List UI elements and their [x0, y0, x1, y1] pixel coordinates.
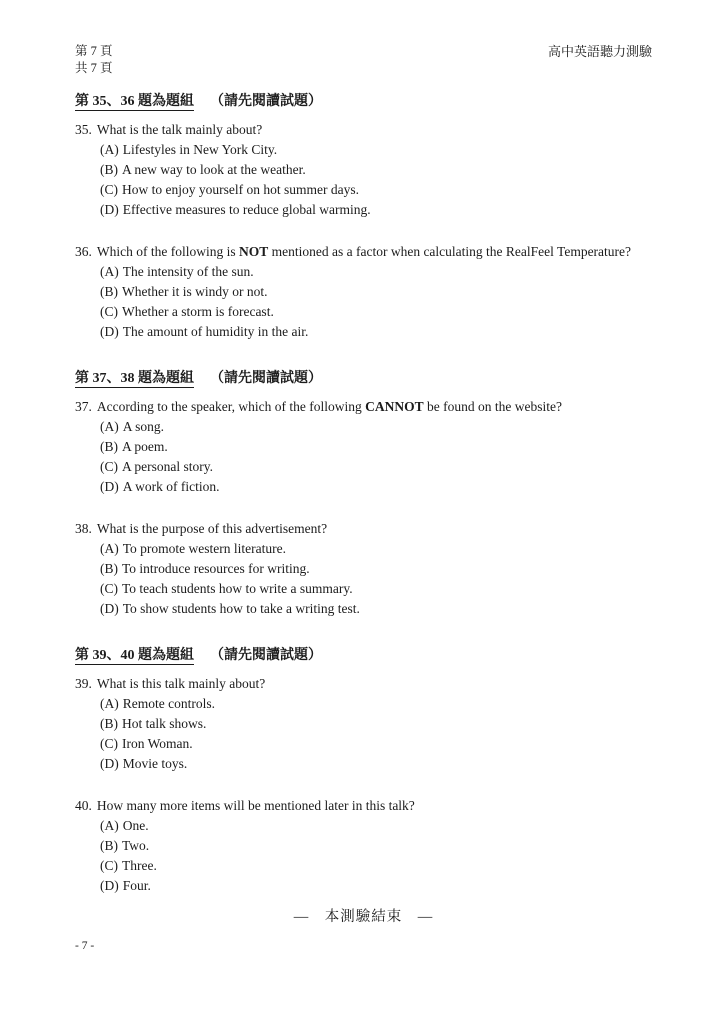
option-text: A song. [122, 419, 165, 434]
group-title: 第 39、40 題為題組 [75, 648, 194, 663]
option-text: One. [122, 818, 149, 833]
option-label: (B) [100, 284, 118, 299]
option-label: (A) [100, 419, 119, 434]
option-text: Lifestyles in New York City. [122, 142, 278, 157]
option-label: (B) [100, 162, 118, 177]
group-note: （請先閱讀試題） [210, 94, 322, 109]
question-number: 37. [75, 399, 92, 414]
option-label: (C) [100, 858, 118, 873]
options-list [75, 539, 652, 619]
option-label: (A) [100, 696, 119, 711]
question-number: 35. [75, 122, 92, 137]
option-text: To teach students how to write a summary. [122, 581, 353, 596]
question-text-segment: What is this talk mainly about? [96, 676, 266, 691]
option-text: Iron Woman. [122, 736, 193, 751]
option-text: The amount of humidity in the air. [122, 324, 309, 339]
option-text: To introduce resources for writing. [122, 561, 310, 576]
option-text: Whether a storm is forecast. [122, 304, 274, 319]
option-label: (D) [100, 479, 119, 494]
question-text [75, 120, 652, 140]
group-header [75, 646, 652, 666]
exam-title: 高中英語聽力測驗 [547, 44, 652, 59]
option-item [100, 734, 652, 754]
question-text-segment: CANNOT [365, 399, 424, 414]
option-label: (B) [100, 561, 118, 576]
option-label: (D) [100, 756, 119, 771]
question-text [75, 796, 652, 816]
option-text: Remote controls. [122, 696, 215, 711]
question-number: 39. [75, 676, 92, 691]
options-list [75, 816, 652, 896]
option-text: Movie toys. [122, 756, 188, 771]
option-item [100, 302, 652, 322]
option-item [100, 856, 652, 876]
question-group [75, 646, 652, 896]
option-label: (C) [100, 304, 118, 319]
question-text [75, 242, 652, 262]
option-label: (C) [100, 581, 118, 596]
option-text: Three. [122, 858, 157, 873]
question-text-segment: NOT [238, 244, 269, 259]
question-group [75, 369, 652, 619]
question-text-segment: How many more items will be mentioned later in this talk? [96, 798, 415, 813]
option-text: Two. [122, 838, 150, 853]
question-number: 40. [75, 798, 92, 813]
option-item [100, 876, 652, 896]
question-text-segment: Which of the following is [96, 244, 239, 259]
option-text: Whether it is windy or not. [122, 284, 268, 299]
question [75, 519, 652, 619]
options-list [75, 140, 652, 220]
option-label: (B) [100, 716, 118, 731]
option-label: (A) [100, 264, 119, 279]
option-item [100, 599, 652, 619]
option-text: A personal story. [122, 459, 213, 474]
question [75, 397, 652, 497]
question [75, 796, 652, 896]
option-label: (A) [100, 142, 119, 157]
question-text-segment: What is the talk mainly about? [96, 122, 263, 137]
group-note: （請先閱讀試題） [210, 371, 322, 386]
option-item [100, 160, 652, 180]
question-text-segment: mentioned as a factor when calculating the RealFeel Temperature? [268, 244, 632, 259]
option-item [100, 754, 652, 774]
option-item [100, 457, 652, 477]
option-item [100, 714, 652, 734]
question-group [75, 92, 652, 342]
option-item [100, 140, 652, 160]
option-item [100, 417, 652, 437]
option-label: (B) [100, 838, 118, 853]
question-text [75, 397, 652, 417]
option-item [100, 477, 652, 497]
question [75, 120, 652, 220]
footer-page-number: - 7 - [75, 940, 95, 952]
option-text: Four. [122, 878, 151, 893]
question-text-segment: According to the speaker, which of the following [96, 399, 366, 414]
option-item [100, 180, 652, 200]
option-label: (D) [100, 878, 119, 893]
option-text: To promote western literature. [122, 541, 286, 556]
group-header [75, 369, 652, 389]
option-item [100, 437, 652, 457]
group-note: （請先閱讀試題） [210, 648, 322, 663]
option-label: (D) [100, 202, 119, 217]
question-text [75, 519, 652, 539]
option-text: To show students how to take a writing test. [122, 601, 360, 616]
page-number-indicator: 第 7 頁 [75, 44, 113, 58]
question-text-segment: What is the purpose of this advertisement? [96, 521, 328, 536]
question-number: 38. [75, 521, 92, 536]
option-label: (C) [100, 459, 118, 474]
group-title: 第 35、36 題為題組 [75, 94, 194, 109]
total-pages-indicator: 共 7 頁 [75, 61, 113, 75]
option-item [100, 836, 652, 856]
option-text: A work of fiction. [122, 479, 220, 494]
option-text: How to enjoy yourself on hot summer days. [122, 182, 359, 197]
option-item [100, 559, 652, 579]
option-label: (D) [100, 601, 119, 616]
option-item [100, 200, 652, 220]
option-label: (C) [100, 182, 118, 197]
options-list [75, 262, 652, 342]
options-list [75, 694, 652, 774]
option-label: (A) [100, 541, 119, 556]
option-text: The intensity of the sun. [122, 264, 254, 279]
page-count-block [75, 43, 113, 77]
option-label: (A) [100, 818, 119, 833]
exam-body [75, 92, 652, 896]
option-label: (D) [100, 324, 119, 339]
options-list [75, 417, 652, 497]
option-text: A new way to look at the weather. [122, 162, 306, 177]
page-header [75, 43, 652, 77]
group-title: 第 37、38 題為題組 [75, 371, 194, 386]
option-item [100, 322, 652, 342]
option-text: A poem. [122, 439, 168, 454]
option-item [100, 539, 652, 559]
option-label: (B) [100, 439, 118, 454]
option-text: Effective measures to reduce global warming. [122, 202, 371, 217]
option-item [100, 262, 652, 282]
option-label: (C) [100, 736, 118, 751]
option-text: Hot talk shows. [122, 716, 207, 731]
question-text-segment: be found on the website? [423, 399, 562, 414]
end-of-test-notice: — 本測驗結束 — [293, 909, 434, 925]
option-item [100, 816, 652, 836]
option-item [100, 579, 652, 599]
question [75, 242, 652, 342]
question [75, 674, 652, 774]
option-item [100, 282, 652, 302]
option-item [100, 694, 652, 714]
question-text [75, 674, 652, 694]
question-number: 36. [75, 244, 92, 259]
group-header [75, 92, 652, 112]
